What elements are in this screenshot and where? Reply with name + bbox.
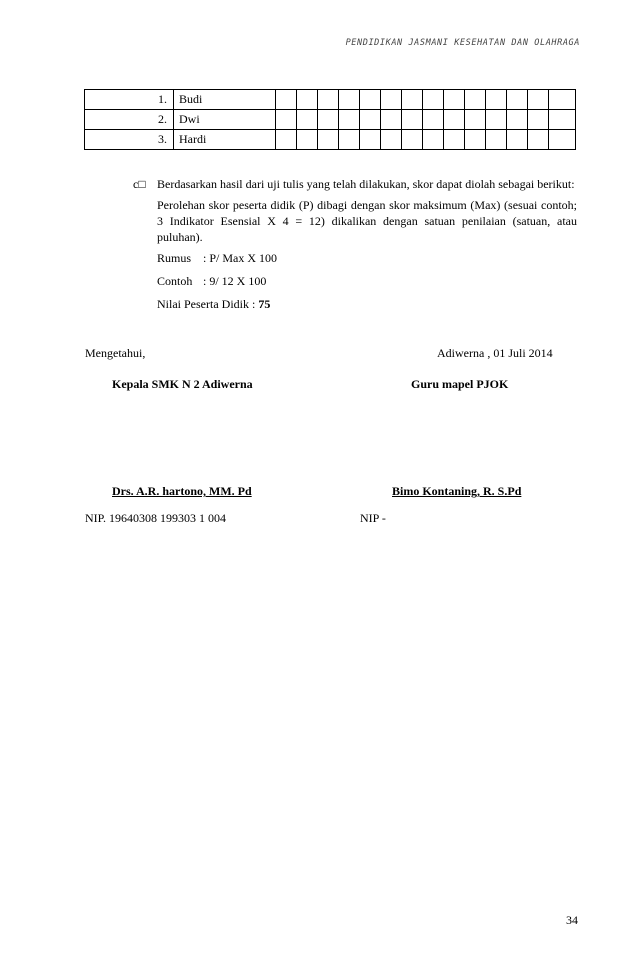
score-cell	[360, 130, 381, 150]
score-cell	[402, 130, 423, 150]
explanation-paragraph: Perolehan skor peserta didik (P) dibagi dengan skor maksimum (Max) (sesuai contoh; 3 Indikator Esensial X 4 = 12) dikalikan dengan satuan penilaian (satuan, atau puluhan).	[157, 198, 577, 244]
score-value: 75	[258, 297, 271, 311]
score-cell	[318, 110, 339, 130]
score-cell	[423, 90, 444, 110]
score-cell	[465, 90, 486, 110]
score-cell	[276, 90, 297, 110]
score-cell	[507, 110, 528, 130]
teacher-role: Guru mapel PJOK	[411, 377, 509, 391]
score-label: Nilai Peserta Didik :	[157, 297, 256, 311]
example-line	[157, 273, 577, 289]
formula-label: Rumus	[157, 251, 192, 265]
teacher-nip: NIP -	[360, 511, 386, 525]
score-cell	[486, 130, 507, 150]
intro-paragraph: Berdasarkan hasil dari uji tulis yang telah dilakukan, skor dapat diolah sebagai berikut:	[157, 177, 575, 191]
score-cell	[318, 130, 339, 150]
score-cell	[549, 130, 576, 150]
score-cell	[465, 130, 486, 150]
score-cell	[528, 130, 549, 150]
formula-line	[157, 250, 577, 266]
row-number: 3.	[145, 130, 174, 150]
student-name: Dwi	[174, 110, 276, 130]
example-value: : 9/ 12 X 100	[203, 274, 267, 288]
score-cell	[297, 110, 318, 130]
table-row	[85, 110, 576, 130]
row-number: 2.	[145, 110, 174, 130]
table-spacer-cell	[85, 110, 146, 130]
score-cell	[402, 90, 423, 110]
score-cell	[465, 110, 486, 130]
score-line	[157, 296, 577, 312]
score-cell	[549, 90, 576, 110]
teacher-name: Bimo Kontaning, R. S.Pd	[392, 484, 522, 498]
table-spacer-cell	[85, 90, 146, 110]
score-cell	[444, 130, 465, 150]
score-cell	[381, 130, 402, 150]
page-number: 34	[566, 913, 578, 927]
principal-nip: NIP. 19640308 199303 1 004	[85, 511, 227, 525]
formula-value: : P/ Max X 100	[203, 251, 278, 265]
score-cell	[360, 90, 381, 110]
place-date: Adiwerna , 01 Juli 2014	[437, 346, 553, 360]
score-cell	[423, 110, 444, 130]
score-cell	[423, 130, 444, 150]
student-name: Budi	[174, 90, 276, 110]
score-cell	[402, 110, 423, 130]
score-cell	[339, 130, 360, 150]
principal-name: Drs. A.R. hartono, MM. Pd	[112, 484, 252, 498]
score-cell	[360, 110, 381, 130]
table-row	[85, 130, 576, 150]
score-cell	[507, 130, 528, 150]
student-name: Hardi	[174, 130, 276, 150]
score-cell	[318, 90, 339, 110]
list-marker: c□	[133, 177, 146, 191]
acknowledged-label: Mengetahui,	[85, 346, 146, 360]
principal-role: Kepala SMK N 2 Adiwerna	[112, 377, 253, 391]
score-cell	[444, 90, 465, 110]
running-header: PENDIDIKAN JASMANI KESEHATAN DAN OLAHRAGA	[345, 38, 580, 48]
score-cell	[486, 90, 507, 110]
score-cell	[528, 110, 549, 130]
score-cell	[507, 90, 528, 110]
score-cell	[339, 110, 360, 130]
row-number: 1.	[145, 90, 174, 110]
example-label: Contoh	[157, 274, 193, 288]
score-cell	[276, 130, 297, 150]
score-cell	[381, 110, 402, 130]
score-cell	[339, 90, 360, 110]
score-cell	[297, 90, 318, 110]
score-table	[84, 89, 576, 150]
score-cell	[276, 110, 297, 130]
table-row	[85, 90, 576, 110]
score-cell	[444, 110, 465, 130]
score-cell	[486, 110, 507, 130]
table-spacer-cell	[85, 130, 146, 150]
score-cell	[528, 90, 549, 110]
score-cell	[381, 90, 402, 110]
score-cell	[297, 130, 318, 150]
score-cell	[549, 110, 576, 130]
section-c	[133, 176, 577, 319]
